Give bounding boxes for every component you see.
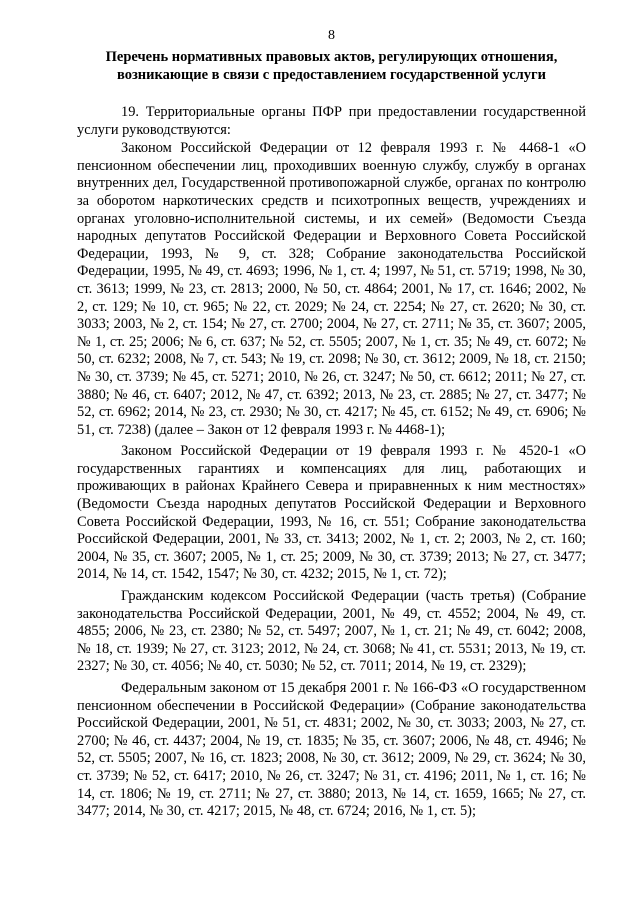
paragraph-item-19: 19. Территориальные органы ПФР при предоставлении государственной услуги руководствуются: [77, 104, 586, 138]
page-number: 8 [328, 28, 335, 43]
paragraph-law-4520-1: Законом Российской Федерации от 19 февраля 1993 г. № 4520-1 «О государственных гарантиях и компенсациях для лиц, работающих и проживающих в районах Крайнего Севера и приравненных к ним местностях» (Ведомости Съезда народных депутатов Российской Федерации и Верховного Совета Российской Федерации, 1993, № 16, ст. 551; Собрание законодательства Российской Федерации, 2001, № 33, ст. 3413; 2002, № 1, ст. 2; 2003, № 2, ст. 160; 2004, № 35, ст. 3607; 2005, № 1, ст. 25; 2009, № 30, ст. 3739; 2013; № 27, ст. 3477; 2014, № 14, ст. 1542, 1547; № 30, ст. 4232; 2015, № 1, ст. 72); [77, 443, 586, 583]
section-heading-line-2: возникающие в связи с предоставлением государственной услуги [116, 67, 546, 83]
paragraph-law-4468-1: Законом Российской Федерации от 12 февраля 1993 г. № 4468-1 «О пенсионном обеспечении лиц, проходивших военную службу, службу в органах внутренних дел, Государственной противопожарной службе, органах по контролю за оборотом наркотических средств и психотропных веществ, учреждениях и органах уголовно-исполнительной системы, и их семей» (Ведомости Съезда народных депутатов Российской Федерации и Верховного Совета Российской Федерации, 1993, № 9, ст. 328; Собрание законодательства Российской Федерации, 1995, № 49, ст. 4693; 1996, № 1, ст. 4; 1997, № 51, ст. 5719; 1998, № 30, ст. 3613; 1999, № 23, ст. 2813; 2000, № 50, ст. 4864; 2001, № 17, ст. 1646; 2002, № 2, ст. 129; № 10, ст. 965; № 22, ст. 2029; № 24, ст. 2254; № 27, ст. 2620; № 30, ст. 3033; 2003, № 2, ст. 154; № 27, ст. 2700; 2004, № 27, ст. 2711; № 35, ст. 3607; 2005, № 1, ст. 25; 2006; № 6, ст. 637; № 52, ст. 5505; 2007, № 1, ст. 35; № 49, ст. 6072; № 50, ст. 6232; 2008, № 7, ст. 543; № 19, ст. 2098; № 30, ст. 3612; 2009, № 18, ст. 2150; № 30, ст. 3739; № 45, ст. 5271; 2010, № 26, ст. 3247; № 50, ст. 6612; 2011; № 27, ст. 3880; № 46, ст. 6407; 2012, № 47, ст. 6392; 2013, № 23, ст. 2885; № 27, ст. 3477; № 52, ст. 6962; 2014, № 23, ст. 2930; № 30, ст. 4217; № 45, ст. 6152; № 49, ст. 6906; № 51, ст. 7238) (далее – Закон от 12 февраля 1993 г. № 4468-1); [77, 140, 586, 438]
paragraph-civil-code-part-3: Гражданским кодексом Российской Федерации (часть третья) (Собрание законодательства Российской Федерации, 2001, № 49, ст. 4552; 2004, № 49, ст. 4855; 2006, № 23, ст. 2380; № 52, ст. 5497; 2007, № 1, ст. 21; № 49, ст. 6042; 2008, № 18, ст. 1939; № 27, ст. 3123; 2012, № 24, ст. 3068; № 41, ст. 5531; 2013, № 19, ст. 2327; № 30, ст. 4056; № 40, ст. 5030; № 52, ст. 7011; 2014, № 19, ст. 2329); [77, 588, 586, 675]
section-heading [77, 48, 586, 84]
paragraph-law-166-fz: Федеральным законом от 15 декабря 2001 г. № 166-ФЗ «О государственном пенсионном обеспечении в Российской Федерации» (Собрание законодательства Российской Федерации, 2001, № 51, ст. 4831; 2002, № 30, ст. 3033; 2003, № 27, ст. 2700; № 46, ст. 4437; 2004, № 19, ст. 1835; № 35, ст. 3607; 2006, № 48, ст. 4946; № 52, ст. 5505; 2007, № 16, ст. 1823; 2008, № 30, ст. 3612; 2009, № 29, ст. 3624; № 30, ст. 3739; № 52, ст. 6417; 2010, № 26, ст. 3247; № 31, ст. 4196; 2011, № 1, ст. 16; № 14, ст. 1806; № 19, ст. 2711; № 27, ст. 3880; 2013, № 14, ст. 1659, 1665; № 27, ст. 3477; 2014, № 30, ст. 4217; 2015, № 48, ст. 6724; 2016, № 1, ст. 5); [77, 680, 586, 820]
section-heading-line-1: Перечень нормативных правовых актов, регулирующих отношения, [105, 49, 558, 65]
